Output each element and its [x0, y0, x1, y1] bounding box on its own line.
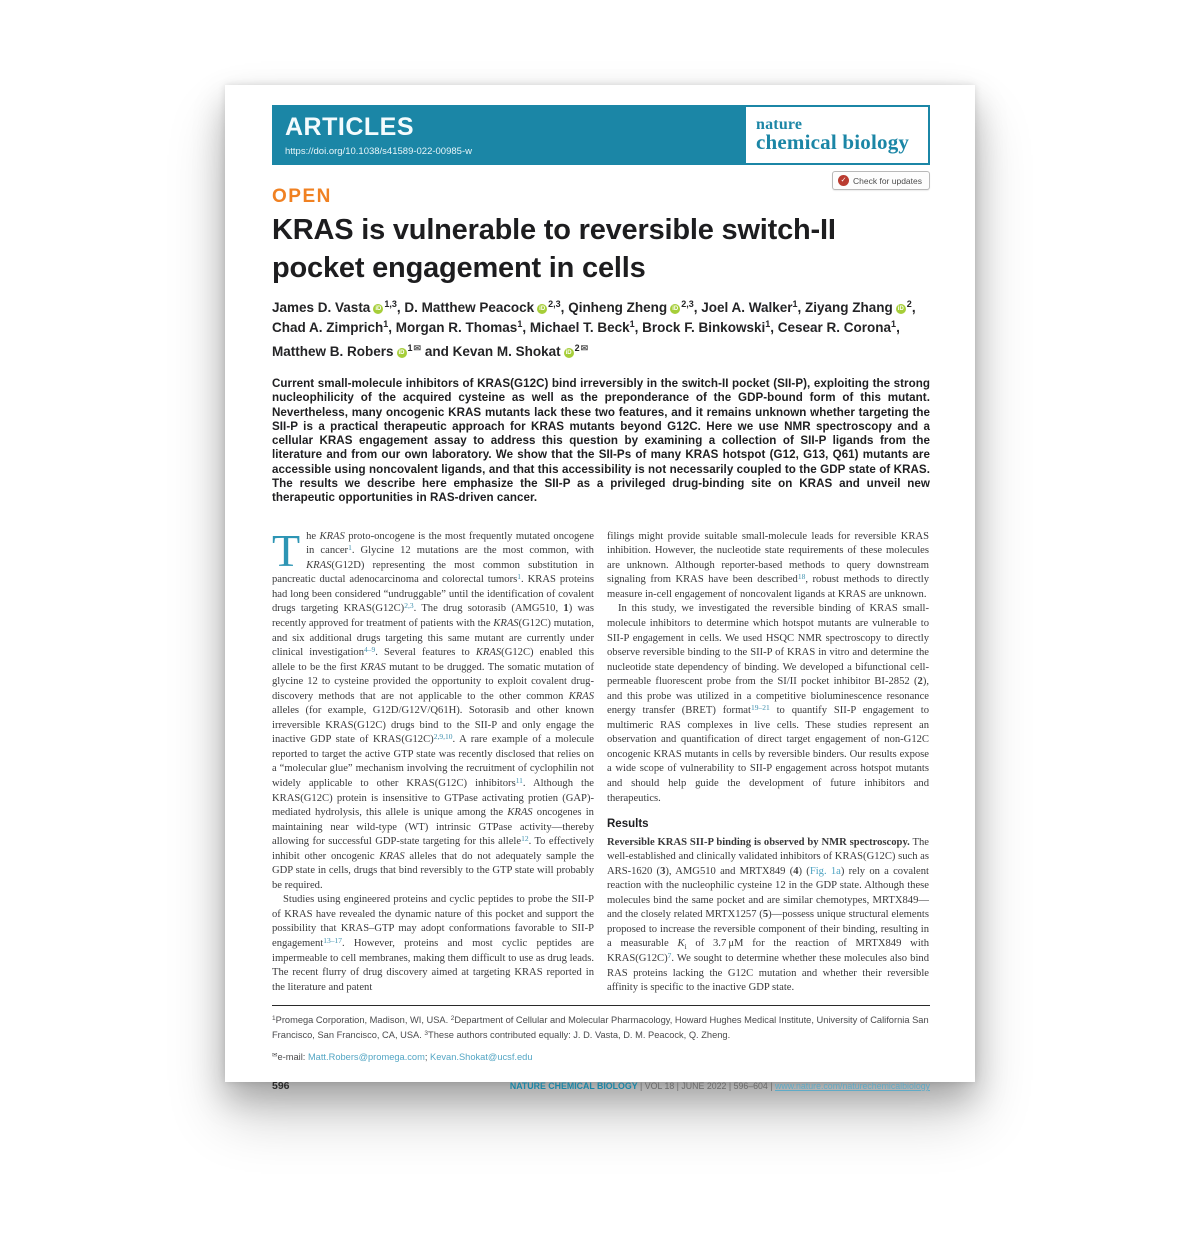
footer — [272, 1080, 930, 1092]
affiliation-superscript: 1 — [792, 299, 798, 309]
check-for-updates-button[interactable] — [832, 171, 930, 190]
journal-citation-line — [510, 1081, 930, 1091]
affiliation-superscript: 2 — [906, 299, 912, 309]
author: Kevan M. Shokat iD $^{2✉}$ — [452, 343, 589, 359]
badge-row — [272, 165, 930, 208]
affiliation-superscript: 2,3 — [548, 299, 561, 309]
page-number: 596 — [272, 1080, 290, 1093]
author: Brock F. Binkowski$^1$ — [642, 319, 771, 335]
body-columns — [272, 524, 930, 996]
affiliation-superscript: 2 — [574, 343, 580, 353]
affiliation-superscript: 1 — [383, 319, 389, 329]
author: D. Matthew Peacock iD $^{2,3}$ — [404, 299, 561, 315]
affiliation-superscript: 1 — [765, 319, 771, 329]
crossmark-icon: ✓ — [838, 175, 849, 186]
author: Cesear R. Corona$^1$ — [777, 319, 897, 335]
dropcap-letter: T — [272, 524, 301, 576]
article-page — [225, 85, 975, 1093]
author: Chad A. Zimprich$^1$ — [272, 319, 389, 335]
author: Joel A. Walker$^1$ — [701, 299, 798, 315]
open-access-label: OPEN — [272, 186, 332, 207]
author: Matthew B. Robers iD $^{1✉}$ — [272, 343, 422, 359]
body-paragraph: filings might provide suitable small-molecule leads for reversible KRAS inhibition. However, the nucleotide state requirements of these molecules are unknown. Although reporter-based methods to query downstream signaling from KRAS have been described$^{18}$, robust methods to directly measure in-cell engagement of noncovalent ligands at KRAS are unknown. — [607, 530, 929, 600]
email-line: ✉e-mail: Matt.Robers@promega.com; Kevan.Shokat@ucsf.edu — [272, 1051, 533, 1062]
affiliation-superscript: 1 — [517, 319, 523, 329]
issue-info: | VOL 18 | JUNE 2022 | 596–604 | — [637, 1081, 775, 1092]
orcid-id-icon[interactable]: iD — [672, 306, 679, 312]
journal-logo — [744, 105, 930, 165]
author: Qinheng Zheng iD $^{2,3}$ — [568, 299, 694, 315]
affiliation-superscript: 2,3 — [681, 299, 694, 309]
author: Ziyang Zhang iD $^2$ — [805, 299, 912, 315]
affiliation-superscript: 1 — [891, 319, 897, 329]
body-column-right — [607, 530, 929, 996]
results-heading: Results — [607, 818, 649, 831]
affiliation-superscript: 1 — [629, 319, 635, 329]
orcid-id-icon[interactable]: iD — [375, 306, 382, 312]
journal-logo-line2: chemical biology — [756, 130, 910, 154]
journal-url-link[interactable]: www.nature.com/naturechemicalbiology — [775, 1081, 930, 1092]
journal-logo-line1: nature — [756, 116, 803, 133]
journal-name: NATURE CHEMICAL BIOLOGY — [509, 1081, 638, 1092]
body-column-left — [272, 524, 595, 996]
article-title: KRAS is vulnerable to reversible switch-II pocket engagement in cells — [272, 214, 836, 284]
check-for-updates-label: Check for updates — [853, 175, 922, 186]
abstract: Current small-molecule inhibitors of KRAS(G12C) bind irreversibly in the switch-II pocket (SII-P), exploiting the strong nucleophilicity of the acquired cysteine as well as the preponderance of the GDP-bound form of this mutant. Nevertheless, many oncogenic KRAS mutants lack these two features, and it remains unknown whether targeting the SII-P is a practical therapeutic approach for KRAS mutants beyond G12C. Here we use NMR spectroscopy and a cellular KRAS engagement assay to address this question by examining a collection of SII-P ligands from the literature and from our own laboratory. We show that the SII-Ps of many KRAS hotspot (G12, G13, Q61) mutants are accessible using noncovalent ligands, and that this accessibility is not necessarily coupled to the GDP state of KRAS. The results we describe here emphasize the SII-P as a privileged drug-binding site on KRAS and unveil new therapeutic opportunities in RAS-driven cancer. — [272, 377, 930, 505]
orcid-id-icon[interactable]: iD — [897, 306, 904, 312]
corresponding-author-envelope-icon[interactable]: ✉ — [580, 343, 589, 353]
orcid-id-icon[interactable]: iD — [539, 306, 546, 312]
author: Michael T. Beck$^1$ — [529, 319, 635, 335]
header-band — [272, 105, 930, 165]
body-paragraph: In this study, we investigated the reversible binding of KRAS small-molecule inhibitors to determine which hotspot mutants are vulnerable to SII-P engagement in cells. We used HSQC NMR spectroscopy to directly observe reversible binding to the SII-P of KRAS in vitro and determine the nucleotide state dependency of binding. We developed a bifunctional cell-permeable fluorescent probe from the SI/II pocket inhibitor BI-2852 (2), and this probe was utilized in a competitive bioluminescence resonance energy transfer (BRET) format$^{19-21}$ to quantify SII-P engagement to multimeric RAS complexes in live cells. These studies represent an observation and quantification of direct target engagement of non-G12C oncogenic KRAS mutants in cells by reversible binders. Our results expose a wide scope of vulnerability to SII-P engagement across hotspot mutants and should help guide the development of future inhibitors and therapeutics. — [607, 603, 930, 804]
author-list: James D. Vasta iD $^{1,3}$, D. Matthew Peacock iD $^{2,3}$, Qinheng Zheng iD $^{2,3}$, Joel A. Walker$^1$, Ziyang Zhang iD $^2$, Chad A. Zimprich$^1$, Morgan R. Thomas$^1$, Michael T. Beck$^1$, Brock F. Binkowski$^1$, Cesear R. Corona$^1$, Matthew B. Robers iD $^{1✉}$ and Kevan M. Shokat iD $^{2✉}$ — [272, 299, 916, 359]
body-paragraph — [272, 524, 595, 894]
affiliation-superscript: 1 — [407, 343, 413, 353]
affiliations: $^1$Promega Corporation, Madison, WI, USA. $^2$Department of Cellular and Molecular Pharmacology, Howard Hughes Medical Institute, University of California San Francisco, San Francisco, CA, USA. $^3$These authors contributed equally: J. D. Vasta, D. M. Peacock, Q. Zheng. — [272, 1014, 929, 1041]
section-label: ARTICLES — [285, 113, 414, 141]
author: James D. Vasta iD $^{1,3}$ — [272, 299, 397, 315]
paragraph-text: he KRAS proto-oncogene is the most frequently mutated oncogene in cancer$^1$. Glycine 12 mutations are the most common, with KRAS(G12D) representing the most common substitution in pancreatic ductal adenocarcinoma and colorectal tumors$^1$. KRAS proteins had long been considered “undruggable” until the identification of covalent drugs targeting $KRAS(G12C)^{2,3}$. The drug sotorasib (AMG510, 1) was recently approved for treatment of patients with the KRAS(G12C) mutation, and six additional drugs targeting this same mutant are currently under clinical investigation$^{4-9}$. Several features to KRAS(G12C) enabled this allele to be the first KRAS mutant to be drugged. The somatic mutation of glycine 12 to cysteine provided the opportunity to exploit covalent drug-discovery methods that are not applicable to the other common KRAS alleles (for example, G12D/G12V/Q61H). Sotorasib and other known irreversible KRAS(G12C) drugs bind to the SII-P and only engage the inactive GDP state of $KRAS(G12C)^{2,9,10}$. A rare example of a molecule reported to target the active GTP state was recently disclosed that relies on a “molecular glue” mechanism involving the recruitment of cyclophilin not widely applicable to other KRAS(G12C) inhibitors$^{11}$. Although the KRAS(G12C) protein is insensitive to GTPase activating protien (GAP)-mediated hydrolysis, this allele is unique among the KRAS oncogenes in maintaining near wild-type (WT) intrinsic GTPase activity—thereby allowing for successful GDP-state targeting for this allele$^{12}$. To effectively inhibit other oncogenic KRAS alleles that do not adequately sample the GDP state in cells, drugs that bind reversibly to the GTP state will probably be required. — [272, 530, 595, 891]
footnote-rule — [272, 1005, 930, 1006]
orcid-id-icon[interactable]: iD — [398, 350, 405, 356]
affiliation-superscript: 1,3 — [384, 299, 397, 309]
corresponding-author-envelope-icon[interactable]: ✉ — [413, 343, 422, 353]
body-paragraph: Reversible KRAS SII-P binding is observed by NMR spectroscopy. The well-established and clinically validated inhibitors of KRAS(G12C) such as ARS-1620 (3), AMG510 and MRTX849 (4) (Fig. 1a) rely on a covalent reaction with the nucleophilic cysteine 12 in the GDP state. Although these molecules bind the same pocket and are similar chemotypes, MRTX849—and the closely related MRTX1257 (5)—possess unique structural elements proposed to increase the reversible component of their binding, resulting in a measurable $K_i$ of 3.7 μM for the reaction of MRTX849 with $KRAS(G12C)^7$. We sought to determine whether these molecules also bind RAS proteins lacking the G12C mutation and whether their reversible affinity is specific to the inactive GDP state. — [607, 836, 929, 994]
orcid-id-icon[interactable]: iD — [565, 350, 572, 356]
doi-link[interactable]: https://doi.org/10.1038/s41589-022-00985-w — [285, 146, 472, 157]
author: Morgan R. Thomas$^1$ — [395, 319, 523, 335]
header-band-left — [272, 105, 744, 165]
body-paragraph: Studies using engineered proteins and cyclic peptides to probe the SII-P of KRAS have revealed the dynamic nature of this pocket and support the possibility that KRAS–GTP may adopt conformations favorable to SII-P engagement$^{13-17}$. However, proteins and most cyclic peptides are impermeable to cell membranes, making them difficult to use as drug leads. The recent flurry of drug discovery aimed at targeting KRAS reported in the literature and patent — [272, 894, 594, 993]
